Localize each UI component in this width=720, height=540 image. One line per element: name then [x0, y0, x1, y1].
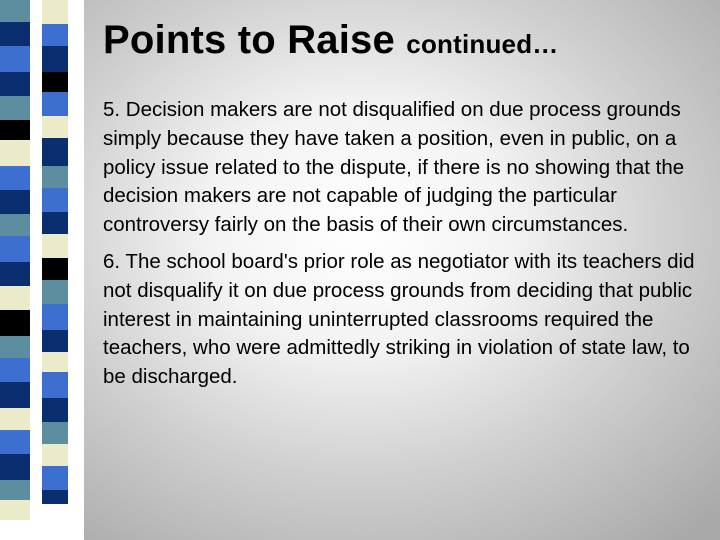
title-main: Points to Raise	[103, 18, 395, 62]
stripe-block	[42, 234, 68, 258]
stripe-block	[42, 444, 68, 466]
slide-title	[103, 18, 559, 63]
stripe-block	[42, 166, 68, 188]
stripe-block	[0, 190, 30, 214]
stripe-block	[42, 116, 68, 138]
stripe-block	[0, 500, 30, 520]
point-paragraph-5: 5. Decision makers are not disqualified on due process grounds simply because they have taken a position, even in public, on a policy issue related to the dispute, if there is no showing that the decision makers are not capable of judging the particular controversy fairly on the basis of their own circumstances.	[103, 98, 685, 237]
stripe-block	[0, 96, 30, 120]
stripe-block	[0, 236, 30, 262]
stripe-block	[42, 304, 68, 330]
stripe-block	[42, 280, 68, 304]
stripe-block	[0, 262, 30, 286]
stripe-block	[42, 330, 68, 352]
stripe-block	[0, 0, 30, 22]
stripe-block	[42, 188, 68, 212]
stripe-block	[42, 352, 68, 372]
stripe-block	[42, 24, 68, 46]
stripe-block	[0, 72, 30, 96]
stripe-block	[0, 46, 30, 72]
stripe-block	[42, 46, 68, 72]
stripe-block	[42, 372, 68, 398]
title-subtitle: continued…	[406, 29, 559, 59]
stripe-block	[0, 214, 30, 236]
stripe-block	[42, 258, 68, 280]
stripe-block	[42, 490, 68, 504]
stripe-block	[0, 336, 30, 358]
stripe-block	[42, 138, 68, 166]
stripe-block	[42, 212, 68, 234]
stripe-block	[0, 358, 30, 382]
stripe-block	[0, 382, 30, 408]
decorative-stripe-bar	[0, 0, 84, 540]
stripe-block	[42, 0, 68, 24]
stripe-column-outer	[0, 0, 30, 540]
stripe-column-inner	[42, 0, 68, 540]
stripe-block	[42, 422, 68, 444]
stripe-block	[0, 408, 30, 430]
stripe-block	[0, 22, 30, 46]
point-paragraph-6: 6. The school board's prior role as negotiator with its teachers did not disqualify it on due process grounds from deciding that public interest in maintaining uninterrupted classrooms required the teachers, who were admittedly striking in violation of state law, to be discharged.	[103, 249, 695, 389]
stripe-block	[0, 120, 30, 140]
stripe-block	[42, 92, 68, 116]
stripe-block	[0, 166, 30, 190]
stripe-block	[0, 480, 30, 500]
stripe-block	[0, 454, 30, 480]
slide-body	[103, 96, 703, 400]
stripe-block	[0, 140, 30, 166]
stripe-block	[42, 398, 68, 422]
stripe-block	[42, 72, 68, 92]
stripe-block	[0, 286, 30, 310]
stripe-block	[42, 466, 68, 490]
stripe-block	[0, 430, 30, 454]
stripe-block	[0, 310, 30, 336]
